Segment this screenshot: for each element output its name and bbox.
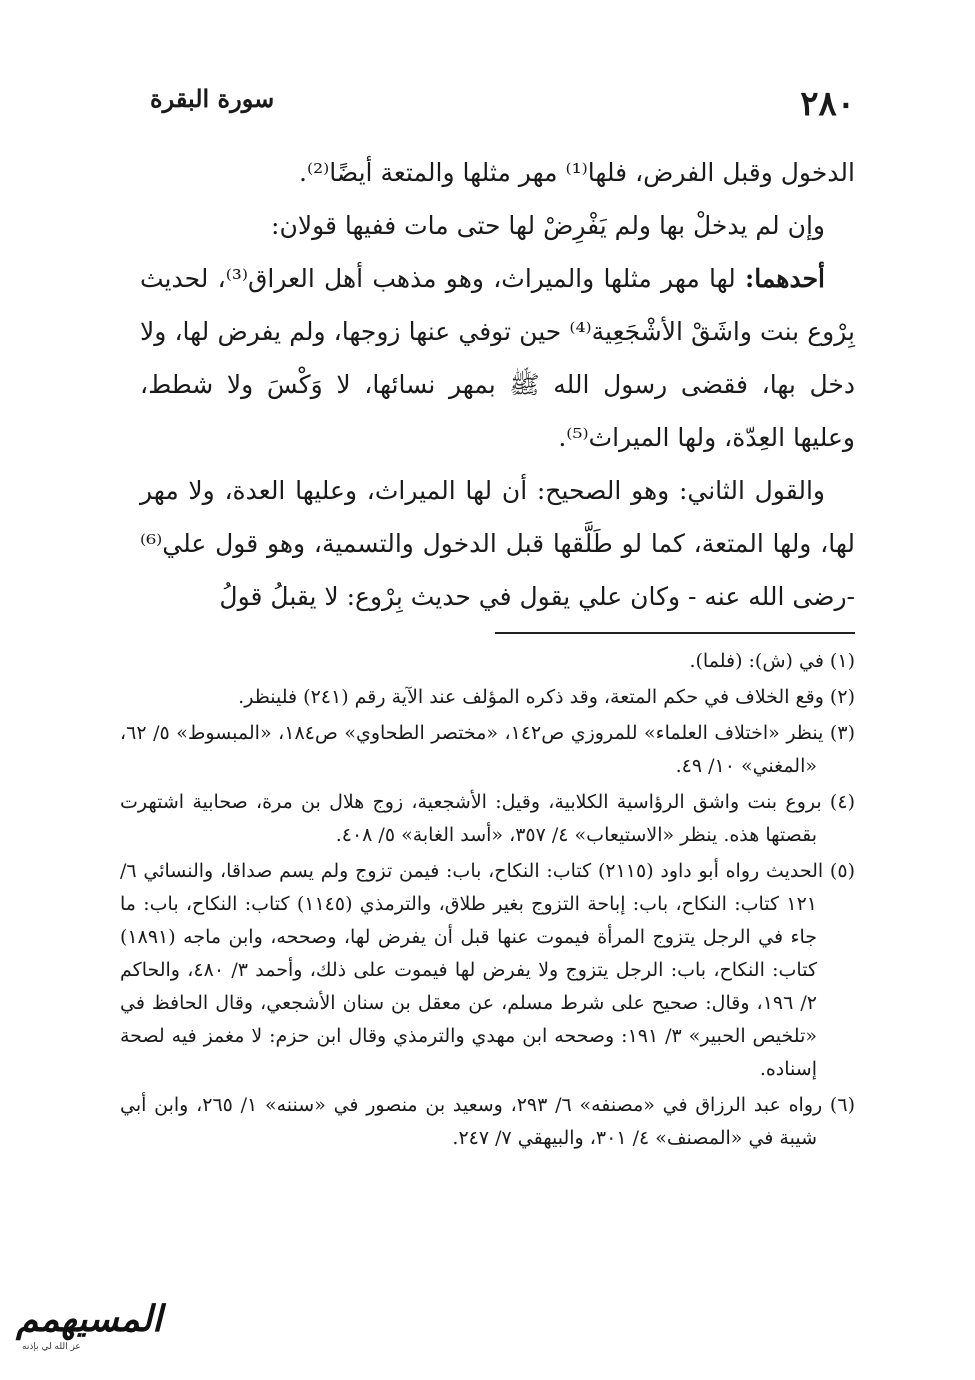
paragraph-3-text: لها مهر مثلها والميراث، وهو مذهب أهل العراق⁽³⁾، لحديث بِرْوع بنت واشَقْ الأشْجَعِية⁽⁴⁾ حين توفي عنها زوجها، ولم يفرض لها، ولا دخل بها، فقضى رسول الله ﷺ بمهر نسائها، لا وَكْسَ ولا شطط، وعليها العِدّة، ولها الميراث⁽⁵⁾. — [140, 264, 855, 452]
paragraph-3-lead: أحدهما: — [745, 264, 826, 293]
logo-text: المسيهمم — [16, 1298, 163, 1340]
footnote-divider — [495, 632, 855, 634]
footnote-5: (٥) الحديث رواه أبو داود (٢١١٥) كتاب: النكاح، باب: فيمن تزوج ولم يسم صداقا، والنسائي ٦/ ١٢١ كتاب: النكاح، باب: إباحة التزوج بغير طلاق، والترمذي (١١٤٥) كتاب: النكاح، باب: ما جاء في الرجل يتزوج المرأة فيموت عنها قبل أن يفرض لها، وصححه، وابن ماجه (١٨٩١) كتاب: النكاح، باب: الرجل يتزوج ولا يفرض لها فيموت على ذلك، وأحمد ٣/ ٤٨٠، والحاكم ٢/ ١٩٦، وقال: صحيح على شرط مسلم، عن معقل بن سنان الأشجعي، وقال الحافظ في «تلخيص الحبير» ٣/ ١٩١: وصححه ابن مهدي والترمذي وقال ابن حزم: لا مغمز فيه لصحة إسناده. — [120, 860, 855, 1080]
surah-name: سورة البقرة — [150, 84, 275, 113]
footnotes — [120, 645, 855, 1158]
footnote-4: (٤) بروع بنت واشق الرؤاسية الكلابية، وقيل: الأشجعية، زوج هلال بن مرة، صحابية اشتهرت بقصتها هذه. ينظر «الاستيعاب» ٤/ ٣٥٧، «أسد الغابة» ٥/ ٤٠٨. — [120, 791, 855, 846]
page-header — [150, 78, 855, 128]
logo-subtext: عز الله لي بإذنه — [22, 1342, 81, 1352]
paragraph-4: والقول الثاني: وهو الصحيح: أن لها الميراث، وعليها العدة، ولا مهر لها، ولها المتعة، كما لو طَلَّقها قبل الدخول والتسمية، وهو قول علي⁽⁶⁾ -رضى الله عنه - وكان علي يقول في حديث بِرْوع: لا يقبلُ قولُ — [140, 476, 855, 611]
paragraph-2: وإن لم يدخلْ بها ولم يَفْرِضْ لها حتى مات ففيها قولان: — [271, 211, 825, 240]
paragraph-1: الدخول وقبل الفرض، فلها⁽¹⁾ مهر مثلها والمتعة أيضًا⁽²⁾. — [299, 158, 855, 187]
publisher-logo — [12, 1292, 163, 1362]
page-number: ٢٨٠ — [800, 84, 855, 124]
footnote-3: (٣) ينظر «اختلاف العلماء» للمروزي ص١٤٢، «مختصر الطحاوي» ص١٨٤، «المبسوط» ٥/ ٦٢، «المغني» ١٠/ ٤٩. — [120, 722, 855, 777]
footnote-2: (٢) وقع الخلاف في حكم المتعة، وقد ذكره المؤلف عند الآية رقم (٢٤١) فلينظر. — [238, 686, 855, 708]
paragraph-3 — [140, 252, 855, 464]
main-text — [140, 146, 855, 623]
footnote-1: (١) في (ش): (فلما). — [689, 650, 855, 672]
footnote-6: (٦) رواه عبد الرزاق في «مصنفه» ٦/ ٢٩٣، وسعيد بن منصور في «سننه» ١/ ٢٦٥، وابن أبي شيبة في «المصنف» ٤/ ٣٠١، والبيهقي ٧/ ٢٤٧. — [120, 1094, 855, 1149]
